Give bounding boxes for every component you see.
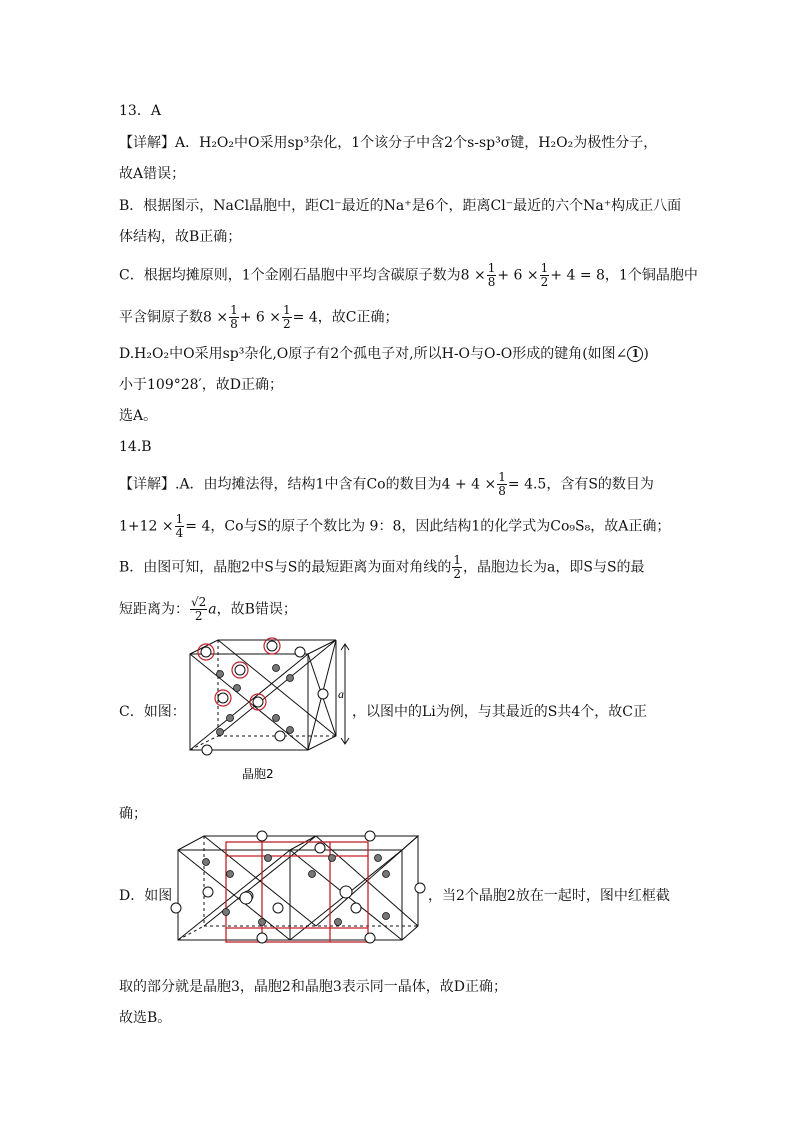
fraction-denominator: 2 xyxy=(283,317,291,331)
q14-a-line1-post: ，含有S的数目为 xyxy=(546,476,654,493)
atom-s xyxy=(375,855,382,862)
atom-li xyxy=(203,887,213,897)
atom-s xyxy=(227,871,234,878)
atom-center xyxy=(240,892,252,904)
fraction-numerator: 1 xyxy=(453,553,462,567)
expr-term: 1+12 × xyxy=(119,518,174,535)
fraction-denominator: 8 xyxy=(487,275,496,289)
atom-s xyxy=(273,715,280,722)
expr-term: 4 + 4 × xyxy=(441,476,497,493)
q13-answer: 选A。 xyxy=(119,408,158,424)
fraction-numerator: 1 xyxy=(283,303,291,317)
atom-li xyxy=(257,831,267,841)
expr-term: + 4 = 8 xyxy=(550,267,605,284)
fraction xyxy=(487,262,497,289)
fraction-numerator: 1 xyxy=(540,261,549,275)
atom-s xyxy=(273,665,280,672)
atom-s xyxy=(203,859,210,866)
q14-b-line2 xyxy=(119,596,297,623)
atom-li xyxy=(273,903,283,913)
atom-li xyxy=(235,665,245,675)
q14-a-line2 xyxy=(119,513,670,540)
q13-b-line1: B．根据图示，NaCl晶胞中，距Cl⁻最近的Na⁺是6个，距离Cl⁻最近的六个Na⁺构成正八面 xyxy=(119,198,682,214)
expr-term: 8 × xyxy=(460,267,486,284)
fraction-numerator: 1 xyxy=(498,470,506,484)
fraction xyxy=(452,554,462,581)
atom-li xyxy=(365,933,375,943)
fraction-numerator: 1 xyxy=(487,261,496,275)
hidden-edge xyxy=(178,926,204,940)
q13-d-line2: 小于109°28′，故D正确； xyxy=(119,377,283,393)
atom-s xyxy=(223,909,230,916)
atom-s xyxy=(309,871,316,878)
q13-c-line1-post: ，1个铜晶胞中 xyxy=(604,267,698,284)
fraction xyxy=(282,304,292,331)
q13-d-line1-text: D.H₂O₂中O采用sp³杂化,O原子有2个孤电子对,所以H-O与O-O形成的键角(如图∠ xyxy=(119,346,628,362)
atom-li xyxy=(218,693,228,703)
q13-c-line1-pre: C．根据均摊原则，1个金刚石晶胞中平均含碳原子数为 xyxy=(119,267,461,284)
atom-li xyxy=(257,933,267,943)
expr-term: + 6 × xyxy=(239,309,282,326)
q14-b-line2-post: ，故B错误； xyxy=(216,601,297,618)
q14-d-post: ，当2个晶胞2放在一起时，图中红框截 xyxy=(428,888,670,904)
q14-a-line1 xyxy=(119,471,654,498)
atom-li xyxy=(171,903,181,913)
top-edge xyxy=(290,836,316,850)
atom-li xyxy=(365,831,375,841)
q14-c-post: ，以图中的Li为例，与其最近的S共4个，故C正 xyxy=(352,704,647,720)
fraction xyxy=(190,596,207,623)
fraction-denominator: 2 xyxy=(194,609,203,623)
q14-c-pre: C．如图： xyxy=(119,704,186,720)
expr-term: = 4 xyxy=(292,309,318,326)
atom-s xyxy=(217,729,224,736)
atom-s xyxy=(287,675,294,682)
atom-s xyxy=(217,671,224,678)
fraction xyxy=(175,513,185,540)
atom-s xyxy=(234,685,241,692)
edge-length-label: a xyxy=(338,687,344,701)
fraction-denominator: 2 xyxy=(540,275,549,289)
atom-li xyxy=(415,883,425,893)
q13-c-line2-pre: 平含铜原子数 xyxy=(119,309,203,326)
q14-d-line2: 取的部分就是晶胞3，晶胞2和晶胞3表示同一晶体，故D正确； xyxy=(119,979,507,995)
atom-s xyxy=(329,855,336,862)
variable-a: a xyxy=(208,601,217,618)
q13-a-line1: 【详解】A．H₂O₂中O采用sp³杂化，1个该分子中含2个s-sp³σ键，H₂O₂为极性分子， xyxy=(119,135,658,151)
fraction-denominator: 8 xyxy=(230,317,238,331)
fraction-numerator: 1 xyxy=(175,512,184,526)
double-cell-figure xyxy=(170,828,426,954)
atom-center xyxy=(340,886,352,898)
atom-s xyxy=(227,715,234,722)
atom-li xyxy=(253,697,263,707)
atom-li xyxy=(315,843,325,853)
q14-c-end: 确； xyxy=(119,806,147,822)
atom-s xyxy=(265,855,272,862)
q13-d-line1 xyxy=(119,344,649,364)
q14-b-line1 xyxy=(119,554,645,581)
q13-b-line2: 体结构，故B正确； xyxy=(119,229,242,245)
fraction xyxy=(229,304,239,331)
q14-b-line1-post: ，晶胞边长为a，即S与S的最 xyxy=(463,559,645,576)
fraction xyxy=(540,262,550,289)
atom-li xyxy=(201,647,211,657)
q14-a-line2-post: ，Co与S的原子个数比为 9：8，因此结构1的化学式为Co₉S₈，故A正确； xyxy=(210,518,671,535)
expr-term: = 4.5 xyxy=(507,476,547,493)
fraction-numerator: √2 xyxy=(191,595,207,609)
q13-c-line2 xyxy=(119,304,398,331)
fraction-denominator: 2 xyxy=(453,567,462,581)
q13-c-line2-post: ，故C正确； xyxy=(317,309,399,326)
fraction xyxy=(497,471,507,498)
fraction-numerator: 1 xyxy=(230,303,238,317)
q14-answer: 故选B。 xyxy=(119,1010,172,1026)
q13-a-line2: 故A错误； xyxy=(119,166,186,182)
q14-b-line2-pre: 短距离为： xyxy=(119,601,189,618)
circled-number: 1 xyxy=(627,346,643,362)
q13-d-line1-end: ) xyxy=(643,346,649,362)
atom-li xyxy=(295,647,305,657)
expr-term: 8 × xyxy=(203,309,229,326)
q14-number: 14.B xyxy=(119,439,152,455)
fraction-denominator: 8 xyxy=(498,484,506,498)
fig2-caption: 晶胞2 xyxy=(242,767,274,781)
atom-s xyxy=(259,919,266,926)
q14-a-line1-pre: 【详解】.A．由均摊法得，结构1中含有Co的数目为 xyxy=(119,476,442,493)
atom-s xyxy=(335,919,342,926)
expr-term: = 4 xyxy=(185,518,211,535)
q13-c-line1 xyxy=(119,262,698,289)
atom-li xyxy=(267,641,277,651)
atom-s xyxy=(383,871,390,878)
atom-s xyxy=(383,913,390,920)
atom-li xyxy=(275,731,285,741)
atom-li xyxy=(318,689,328,699)
fraction-denominator: 4 xyxy=(175,526,184,540)
top-edges xyxy=(178,836,418,850)
q14-d-pre: D．如图 xyxy=(119,888,173,904)
crystal-cell-2-figure xyxy=(180,632,360,782)
q13-number: 13．A xyxy=(119,103,161,119)
atom-li xyxy=(202,745,212,755)
atom-li xyxy=(351,903,361,913)
expr-term: + 6 × xyxy=(497,267,539,284)
atom-s xyxy=(287,727,294,734)
q14-b-line1-pre: B．由图可知，晶胞2中S与S的最短距离为面对角线的 xyxy=(119,559,452,576)
